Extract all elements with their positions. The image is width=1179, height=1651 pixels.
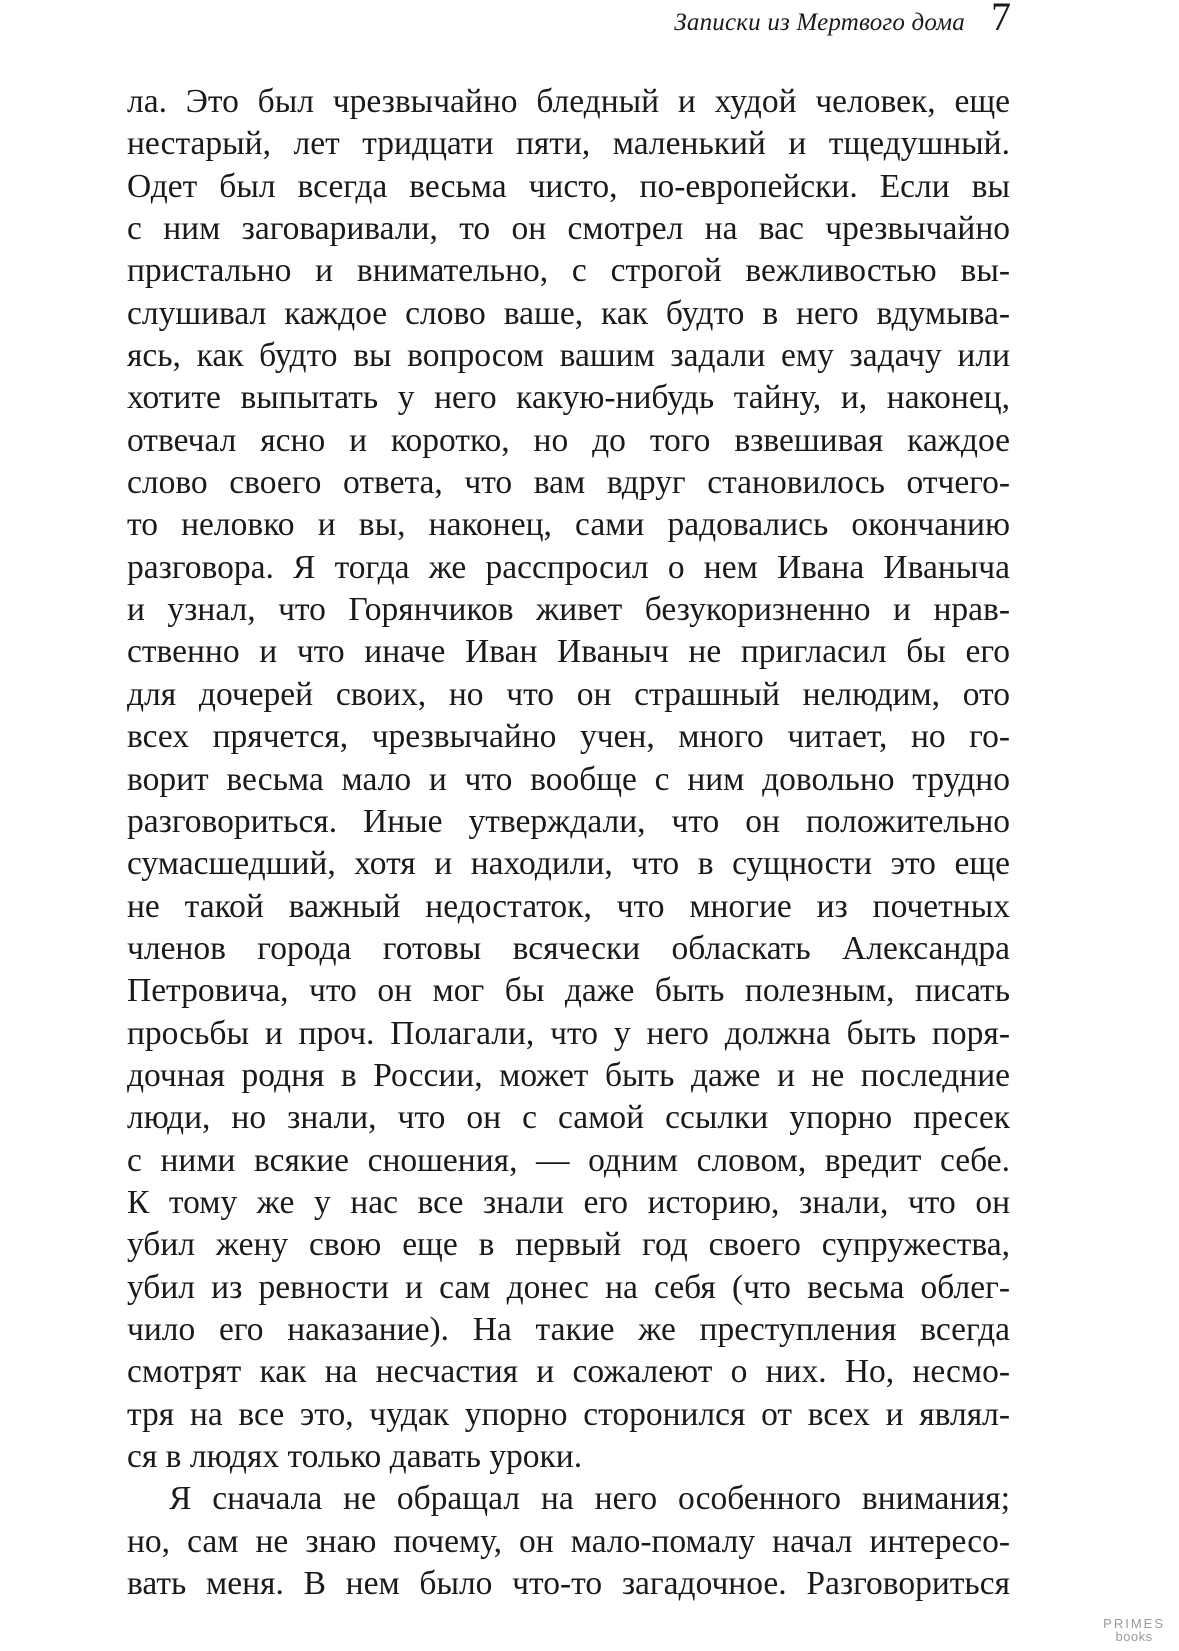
text-line: ворит весьма мало и что вообще с ним довольно трудно [127, 760, 1010, 798]
text-line: членов города готовы всячески обласкать Александра [127, 929, 1010, 967]
text-line: дочная родня в России, может быть даже и не последние [127, 1056, 1010, 1094]
text-line: сумасшедший, хотя и находили, что в сущности это еще [127, 845, 1010, 883]
paragraph [127, 1478, 1010, 1605]
text-line: разговориться. Иные утверждали, что он положительно [127, 802, 1010, 840]
text-line: но, сам не знаю почему, он мало-помалу начал интересо- [127, 1522, 1010, 1560]
text-line: нестарый, лет тридцати пяти, маленький и тщедушный. [127, 125, 1010, 163]
text-line: чило его наказание). На такие же преступления всегда [127, 1310, 1010, 1348]
text-line: К тому же у нас все знали его историю, знали, что он [127, 1183, 1010, 1221]
text-line: люди, но знали, что он с самой ссылки упорно пресек [127, 1099, 1010, 1137]
text-line: и узнал, что Горянчиков живет безукоризненно и нрав- [127, 591, 1010, 629]
text-line: разговора. Я тогда же расспросил о нем Ивана Иваныча [127, 548, 1010, 586]
text-line: ся в людях только давать уроки. [127, 1438, 583, 1475]
text-line: то неловко и вы, наконец, сами радовались окончанию [127, 506, 1010, 544]
publisher-logo-top: PRIMES [1103, 1616, 1165, 1631]
text-line: не такой важный недостаток, что многие из почетных [127, 887, 1010, 925]
body-text [127, 81, 1010, 1605]
text-line: ственно и что иначе Иван Иваныч не пригласил бы его [127, 633, 1010, 671]
text-line: Одет был всегда весьма чисто, по-европейски. Если вы [127, 167, 1010, 205]
running-head [674, 0, 1011, 44]
text-line: хотите выпытать у него какую-нибудь тайну, и, наконец, [127, 379, 1010, 417]
text-line: Петровича, что он мог бы даже быть полезным, писать [127, 972, 1010, 1010]
text-line: ла. Это был чрезвычайно бледный и худой человек, еще [127, 83, 1010, 120]
paragraph [127, 81, 1010, 1478]
page-number: 7 [991, 0, 1011, 39]
text-line: пристально и внимательно, с строгой вежливостью вы- [127, 252, 1010, 290]
text-line: слово своего ответа, что вам вдруг становилось отчего- [127, 464, 1010, 502]
text-line: всех прячется, чрезвычайно учен, много читает, но го- [127, 718, 1010, 756]
publisher-logo [1103, 1617, 1165, 1643]
text-line: вать меня. В нем было что-то загадочное. Разговориться [127, 1565, 1010, 1603]
text-line: тря на все это, чудак упорно сторонился от всех и являл- [127, 1395, 1010, 1433]
text-line: убил из ревности и сам донес на себя (что весьма облег- [127, 1268, 1010, 1306]
publisher-logo-bottom: books [1115, 1629, 1153, 1644]
text-line: просьбы и проч. Полагали, что у него должна быть поря- [127, 1014, 1010, 1052]
text-line: с ним заговаривали, то он смотрел на вас чрезвычайно [127, 210, 1010, 248]
text-line: для дочерей своих, но что он страшный нелюдим, ото [127, 675, 1010, 713]
text-line: слушивал каждое слово ваше, как будто в него вдумыва- [127, 294, 1010, 332]
running-title: Записки из Мертвого дома [674, 9, 965, 36]
text-line: смотрят как на несчастия и сожалеют о них. Но, несмо- [127, 1353, 1010, 1391]
text-line: отвечал ясно и коротко, но до того взвешивая каждое [127, 421, 1010, 459]
text-line: убил жену свою еще в первый год своего супружества, [127, 1226, 1010, 1264]
text-line: с ними всякие сношения, — одним словом, вредит себе. [127, 1141, 1010, 1179]
text-line: Я сначала не обращал на него особенного внимания; [169, 1480, 1010, 1518]
text-line: ясь, как будто вы вопросом вашим задали ему задачу или [127, 337, 1010, 375]
